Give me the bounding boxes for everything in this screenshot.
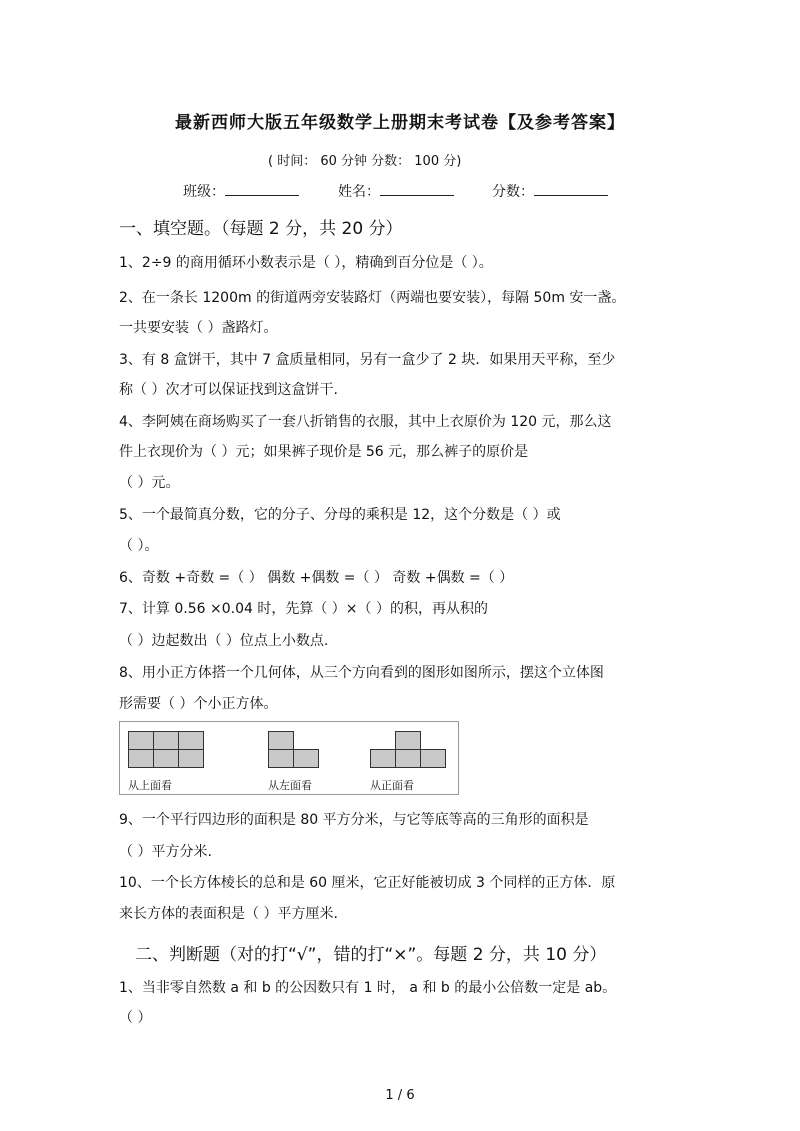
cube-cell bbox=[178, 749, 204, 768]
question-line: （ ）平方分米. bbox=[119, 844, 212, 860]
question-line: 6、奇数 +奇数 =（ ） 偶数 +偶数 =（ ） 奇数 +偶数 =（ ） bbox=[119, 570, 514, 586]
front-view-label: 从正面看 bbox=[370, 779, 414, 792]
question-line: 4、李阿姨在商场购买了一套八折销售的衣服，其中上衣原价为 120 元，那么这 bbox=[119, 414, 612, 430]
question-line: 1、当非零自然数 a 和 b 的公因数只有 1 时， a 和 b 的最小公倍数一定是 ab。 bbox=[119, 980, 617, 996]
left-view-label: 从左面看 bbox=[268, 779, 312, 792]
question-line: （ ） bbox=[119, 1010, 152, 1026]
page-number: 1 / 6 bbox=[385, 1088, 415, 1103]
cube-cell bbox=[370, 749, 396, 768]
class-label: 班级： bbox=[183, 184, 225, 200]
name-blank bbox=[380, 181, 454, 196]
view-figure bbox=[119, 721, 459, 795]
question-line: （ ）边起数出（ ）位点上小数点. bbox=[119, 633, 329, 649]
question-line: 10、一个长方体棱长的总和是 60 厘米，它正好能被切成 3 个同样的正方体．原 bbox=[119, 875, 616, 891]
question-line: 3、有 8 盒饼干，其中 7 盒质量相同，另有一盒少了 2 块．如果用天平称，至少 bbox=[119, 352, 616, 368]
document-title: 最新西师大版五年级数学上册期末考试卷【及参考答案】 bbox=[175, 113, 625, 133]
question-line: 9、一个平行四边形的面积是 80 平方分米，与它等底等高的三角形的面积是 bbox=[119, 812, 589, 828]
class-blank bbox=[225, 181, 299, 196]
top-view-label: 从上面看 bbox=[128, 779, 172, 792]
question-line: 5、一个最简真分数，它的分子、分母的乘积是 12，这个分数是（ ）或 bbox=[119, 507, 561, 523]
cube-cell bbox=[153, 731, 179, 750]
question-line: 1、2÷9 的商用循环小数表示是（ ），精确到百分位是（ ）。 bbox=[119, 255, 493, 271]
cube-cell bbox=[395, 731, 421, 750]
cube-cell bbox=[128, 749, 154, 768]
section2-heading: 二、判断题（对的打“√”，错的打“×”。每题 2 分，共 10 分） bbox=[135, 945, 607, 965]
cube-cell bbox=[128, 731, 154, 750]
score-field bbox=[492, 181, 608, 201]
question-line: 来长方体的表面积是（ ）平方厘米. bbox=[119, 906, 338, 922]
score-blank bbox=[534, 181, 608, 196]
cube-cell bbox=[420, 749, 446, 768]
cube-cell bbox=[153, 749, 179, 768]
section1-heading: 一、填空题。（每题 2 分，共 20 分） bbox=[119, 219, 403, 239]
question-line: 一共要安装（ ）盏路灯。 bbox=[119, 320, 278, 336]
question-line: 形需要（ ）个小正方体。 bbox=[119, 696, 278, 712]
cube-cell bbox=[268, 749, 294, 768]
question-line: 称（ ）次才可以保证找到这盒饼干. bbox=[119, 382, 338, 398]
name-label: 姓名： bbox=[338, 184, 380, 200]
question-line: 7、计算 0.56 ×0.04 时，先算（ ）×（ ）的积，再从积的 bbox=[119, 601, 488, 617]
question-line: （ ）。 bbox=[119, 538, 159, 554]
cube-cell bbox=[268, 731, 294, 750]
cube-cell bbox=[395, 749, 421, 768]
score-label: 分数： bbox=[492, 184, 534, 200]
cube-cell bbox=[178, 731, 204, 750]
exam-time-score: ( 时间： 60 分钟 分数： 100 分) bbox=[268, 154, 462, 169]
question-line: 8、用小正方体搭一个几何体，从三个方向看到的图形如图所示，摆这个立体图 bbox=[119, 665, 604, 681]
name-field bbox=[338, 181, 454, 201]
question-line: 2、在一条长 1200m 的街道两旁安装路灯（两端也要安装），每隔 50m 安一盏。 bbox=[119, 290, 626, 306]
question-line: （ ）元。 bbox=[119, 475, 180, 491]
cube-cell bbox=[293, 749, 319, 768]
class-field bbox=[183, 181, 299, 201]
question-line: 件上衣现价为（ ）元；如果裤子现价是 56 元，那么裤子的原价是 bbox=[119, 444, 529, 460]
